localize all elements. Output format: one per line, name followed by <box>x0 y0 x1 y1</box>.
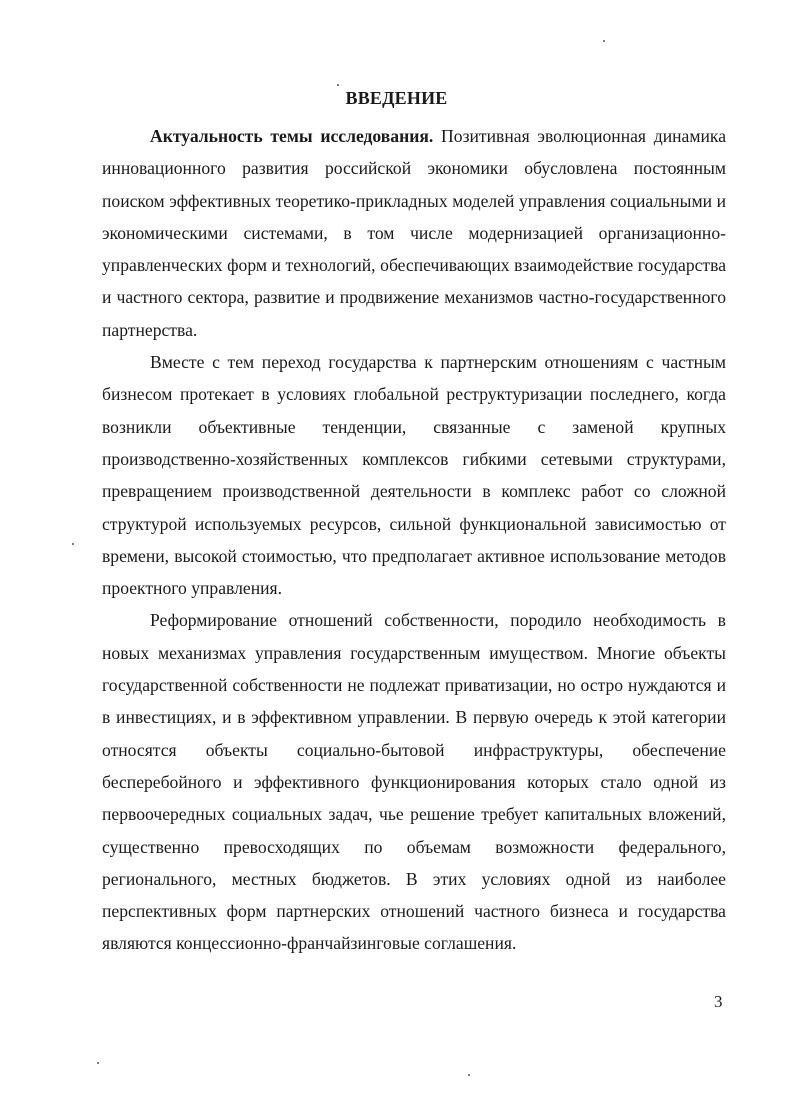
paragraph-text: Реформирование отношений собственности, породило необходимость в новых механизмах управления государственным имуществом. Многие объекты государственной собственности не подлежат приватизации, но остро нуждаются и в инвестициях, и в эффективном управлении. В первую очередь к этой категории относятся объекты социально-бытовой инфраструктуры, обеспечение бесперебойного и эффективного функционирования которых стало одной из первоочередных социальных задач, чье решение требует капитальных вложений, существенно превосходящих по объемам возможности федерального, регионального, местных бюджетов. В этих условиях одной из наиболее перспективных форм партнерских отношений частного бизнеса и государства являются концессионно-франчайзинговые соглашения. <box>102 610 726 954</box>
scan-speck <box>72 543 74 545</box>
scan-speck <box>337 84 339 86</box>
scan-speck <box>468 1074 470 1076</box>
scan-speck <box>603 40 605 42</box>
paragraph-transition <box>102 346 726 604</box>
scan-speck <box>97 1062 99 1064</box>
body-text <box>102 120 726 960</box>
paragraph-relevance <box>102 120 726 346</box>
paragraph-lead: Актуальность темы исследования. <box>150 126 434 146</box>
page-heading: ВВЕДЕНИЕ <box>345 88 448 108</box>
paragraph-reform <box>102 604 726 959</box>
page-number: 3 <box>714 992 723 1011</box>
paragraph-text: Позитивная эволюционная динамика инновационного развития российской экономики обусловлена постоянным поиском эффективных теоретико-прикладных моделей управления социальными и экономическими системами, в том числе модернизацией организационно-управленческих форм и технологий, обеспечивающих взаимодействие государства и частного сектора, развитие и продвижение механизмов частно-государственного партнерства. <box>102 126 727 340</box>
paragraph-text: Вместе с тем переход государства к партнерским отношениям с частным бизнесом протекает в условиях глобальной реструктуризации последнего, когда возникли объективные тенденции, связанные с заменой крупных производственно-хозяйственных комплексов гибкими сетевыми структурами, превращением производственной деятельности в комплекс работ со сложной структурой используемых ресурсов, сильной функциональной зависимостью от времени, высокой стоимостью, что предполагает активное использование методов проектного управления. <box>102 352 726 599</box>
